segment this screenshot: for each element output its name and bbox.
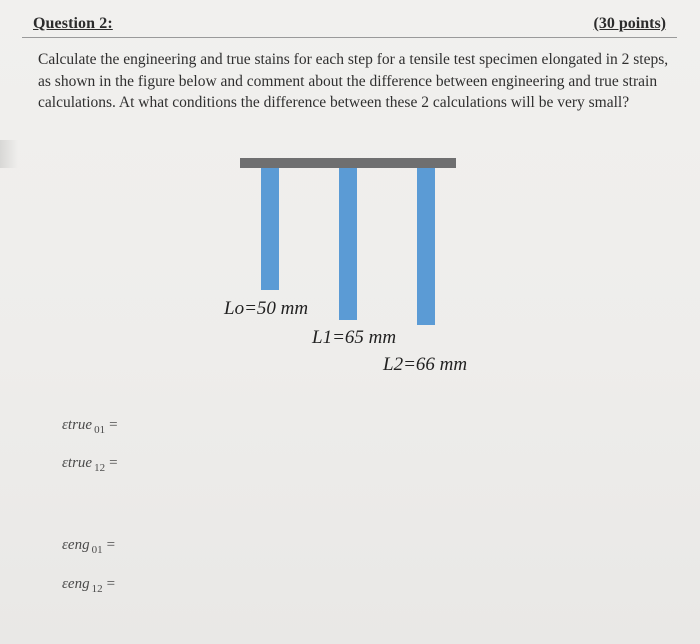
equation-symbol: ε (62, 455, 68, 471)
equation-true-01 (62, 417, 118, 434)
fixture-bar (240, 158, 456, 168)
equation-subscript: 01 (91, 544, 103, 556)
specimen-step-2 (417, 168, 435, 325)
equation-subscript: 12 (91, 583, 103, 595)
tensile-specimen-figure (200, 150, 520, 390)
length-label-2: L2=66 mm (383, 354, 468, 375)
equation-eng-12 (62, 576, 115, 593)
equation-name: eng (67, 537, 90, 553)
specimen-step-1 (339, 168, 357, 320)
points-label: (30 points) (593, 15, 666, 32)
equation-eng-01 (62, 537, 115, 554)
equals-sign: = (109, 455, 118, 471)
heading-rule (22, 37, 677, 38)
page-shadow (0, 140, 18, 168)
equation-name: true (67, 455, 93, 471)
equals-sign: = (106, 537, 116, 553)
equation-subscript: 12 (94, 462, 106, 474)
equals-sign: = (109, 417, 118, 433)
specimen-step-0 (261, 168, 279, 290)
equation-name: eng (67, 576, 90, 592)
equals-sign: = (106, 576, 116, 592)
equation-symbol: ε (62, 576, 68, 592)
equation-subscript: 01 (94, 424, 106, 436)
equation-symbol: ε (62, 537, 68, 553)
equation-name: true (67, 417, 93, 433)
equation-true-12 (62, 455, 118, 472)
question-heading: Question 2: (33, 15, 113, 32)
length-label-0: Lo=50 mm (224, 298, 309, 319)
question-prompt: Calculate the engineering and true stains for each step for a tensile test specimen elongated in 2 steps, as shown in the figure below and comment about the difference between engineering and true strain calculations. At what conditions the difference between these 2 calculations will be very small? (38, 51, 669, 111)
equation-symbol: ε (62, 417, 68, 433)
length-label-1: L1=65 mm (312, 327, 397, 348)
